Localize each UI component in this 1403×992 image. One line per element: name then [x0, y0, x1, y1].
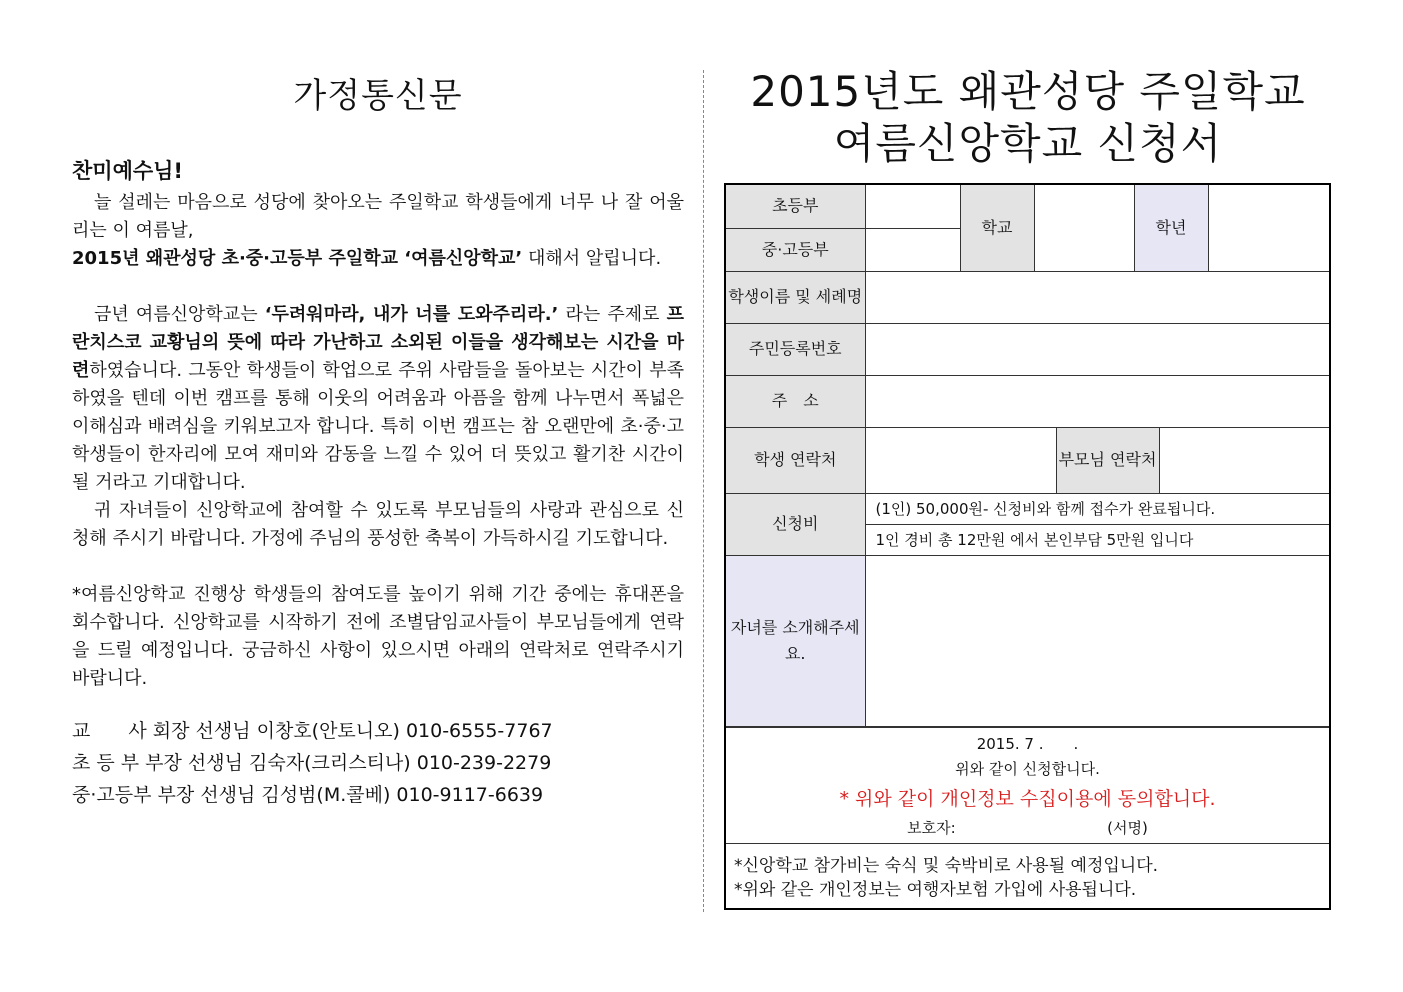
- intro-end-text: 대해서 알립니다.: [522, 248, 662, 269]
- middle-high-field[interactable]: [865, 228, 960, 271]
- apply-text: 위와 같이 신청합니다.: [955, 759, 1100, 778]
- id-number-field[interactable]: [865, 323, 1329, 375]
- contact-row: 교 사 회장 선생님 이창호(안토니오) 010-6555-7767: [72, 720, 553, 742]
- paragraph-intro: [72, 189, 684, 273]
- school-field[interactable]: [1034, 185, 1134, 271]
- student-contact-field[interactable]: [865, 427, 1056, 493]
- theme-rest-text: 하였습니다. 그동안 학생들이 학업으로 주위 사람들을 돌아보는 시간이 부족하였을 텐데 이번 캠프를 통해 이웃의 어려움과 아픔을 함께 나누면서 폭넓은 이해심과 배려심을 키워보고자 합니다. 특히 이번 캠프는 참 오랜만에 초·중·고 학생들이 한자리에 모여 재미와 감동을 느낄 수 있어 더 뜻있고 활기찬 시간이 될 거라고 기대합니다.: [72, 360, 684, 493]
- paragraph-request: 귀 자녀들이 신앙학교에 참여할 수 있도록 부모님들의 사랑과 관심으로 신청해 주시기 바랍니다. 가정에 주님의 풍성한 축복이 가득하시길 기도합니다.: [72, 500, 684, 549]
- grade-label: 학년: [1134, 185, 1208, 271]
- student-contact-label: 학생 연락처: [726, 427, 865, 493]
- fee-info-2: 1인 경비 총 12만원 에서 본인부담 5만원 입니다: [865, 524, 1329, 555]
- signature-section: [726, 727, 1329, 843]
- parent-contact-field[interactable]: [1159, 427, 1329, 493]
- paragraph-phone-notice: *여름신앙학교 진행상 학생들의 참여도를 높이기 위해 기간 중에는 휴대폰을 회수합니다. 신앙학교를 시작하기 전에 조별담임교사들이 부모님들에게 연락을 드릴 예정입니다. 궁금하신 사항이 있으시면 아래의 연락처로 연락주시기 바랍니다.: [72, 584, 684, 689]
- form-title: [724, 66, 1332, 170]
- consent-text: * 위와 같이 개인정보 수집이용에 동의합니다.: [839, 787, 1216, 810]
- contact-row: 초 등 부 부장 선생님 김숙자(크리스티나) 010-239-2279: [72, 752, 552, 774]
- school-label: 학교: [960, 185, 1034, 271]
- notes-section: [726, 843, 1329, 908]
- intro-text: 늘 설레는 마음으로 성당에 찾아오는 주일학교 학생들에게 너무 나 잘 어울리는 이 여름날,: [72, 192, 684, 241]
- notice-title: 가정통신문: [293, 76, 463, 116]
- application-form: [724, 183, 1331, 910]
- note-item: *위와 같은 개인정보는 여행자보험 가입에 사용됩니다.: [734, 879, 1137, 900]
- guardian-label: 보호자:: [907, 818, 956, 837]
- form-title-line2: 여름신앙학교 신청서: [833, 119, 1223, 168]
- guardian-line: [726, 816, 1329, 841]
- intro-label: 자녀를 소개해주세요.: [726, 555, 865, 726]
- theme-mid-text: 라는 주제로: [558, 304, 667, 325]
- contact-list: [72, 715, 684, 811]
- elementary-label: 초등부: [726, 185, 865, 228]
- contact-row: 중·고등부 부장 선생님 김성범(M.콜베) 010-9117-6639: [72, 784, 544, 806]
- form-title-line1: 2015년도 왜관성당 주일학교: [750, 67, 1306, 116]
- theme-text: ‘두려워마라, 내가 너를 도와주리라.’: [264, 304, 559, 325]
- address-field[interactable]: [865, 375, 1329, 427]
- intro-field[interactable]: [865, 555, 1329, 726]
- fold-divider: [703, 70, 704, 912]
- name-label: 학생이름 및 세례명: [726, 271, 865, 323]
- address-label: 주 소: [726, 375, 865, 427]
- parent-contact-label: 부모님 연락처: [1056, 427, 1159, 493]
- theme-bold-text: 프란치스코 교황님의 뜻에 따라 가난하고 소외된 이들을 생각해보는 시간을 마련: [72, 304, 684, 381]
- fee-label: 신청비: [726, 493, 865, 555]
- id-number-label: 주민등록번호: [726, 323, 865, 375]
- fee-info-1: (1인) 50,000원- 신청비와 함께 접수가 완료됩니다.: [865, 493, 1329, 524]
- greeting: 찬미예수님!: [72, 159, 184, 183]
- grade-field[interactable]: [1208, 185, 1329, 271]
- paragraph-theme: [72, 301, 684, 497]
- notice-panel: [72, 60, 684, 811]
- name-field[interactable]: [865, 271, 1329, 323]
- note-item: *신앙학교 참가비는 숙식 및 숙박비로 사용될 예정입니다.: [734, 855, 1159, 876]
- elementary-field[interactable]: [865, 185, 960, 228]
- intro-bold-text: 2015년 왜관성당 초·중·고등부 주일학교 ‘여름신앙학교’: [72, 248, 523, 269]
- theme-lead-text: 금년 여름신앙학교는: [94, 304, 265, 325]
- middle-high-label: 중·고등부: [726, 228, 865, 271]
- date-line: 2015. 7 . .: [976, 734, 1079, 753]
- sign-label[interactable]: (서명): [1107, 818, 1148, 837]
